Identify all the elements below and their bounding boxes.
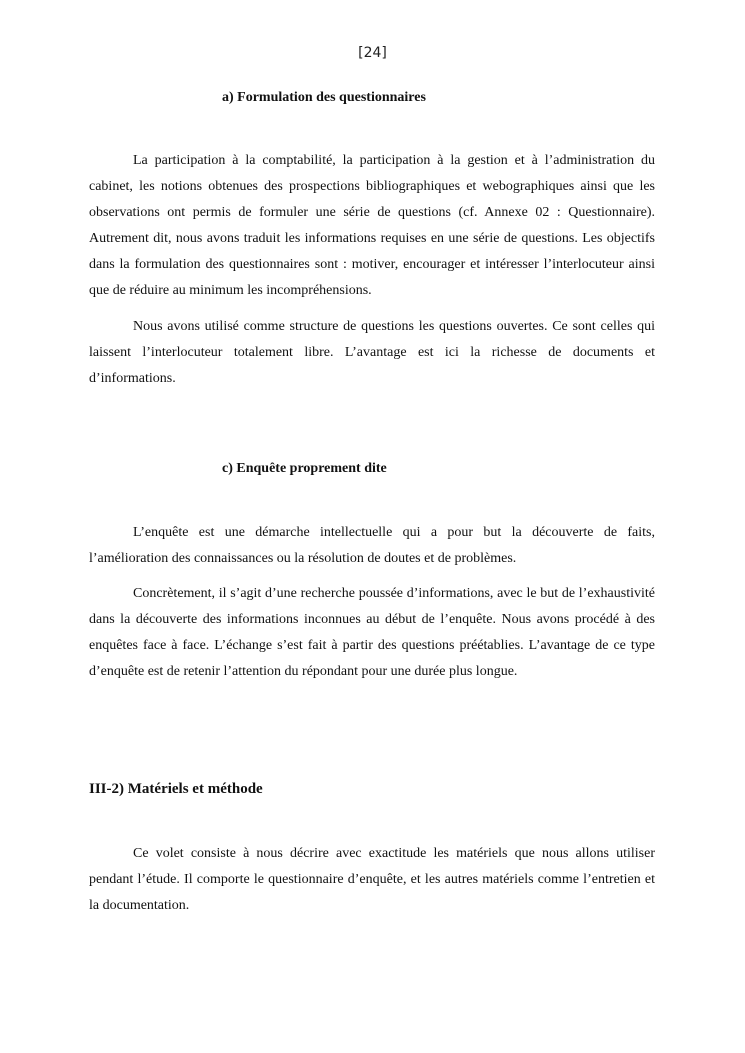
- heading-materiels-et-methode: III-2) Matériels et méthode: [89, 781, 263, 797]
- paragraph-enquete-1: L’enquête est une démarche intellectuelle qui a pour but la découverte de faits, l’amélioration des connaissances ou la résolution de doutes et de problèmes.: [89, 525, 655, 566]
- heading-formulation-questionnaires: a) Formulation des questionnaires: [222, 90, 426, 105]
- paragraph-formulation-2: Nous avons utilisé comme structure de questions les questions ouvertes. Ce sont celles qui laissent l’interlocuteur totalement libre. L’avantage est ici la richesse de documents et d’informations.: [89, 319, 655, 386]
- paragraph-enquete-2: Concrètement, il s’agit d’une recherche poussée d’informations, avec le but de l’exhaustivité dans la découverte des informations inconnues au début de l’enquête. Nous avons procédé à des enquêtes face à face. L’échange s’est fait à partir des questions préétablies. L’avantage de ce type d’enquête est de retenir l’attention du répondant pour une durée plus longue.: [89, 586, 655, 679]
- heading-enquete-proprement-dite: c) Enquête proprement dite: [222, 461, 387, 476]
- page-number: [24]: [358, 45, 387, 61]
- paragraph-materiels-1: Ce volet consiste à nous décrire avec exactitude les matériels que nous allons utiliser pendant l’étude. Il comporte le questionnaire d’enquête, et les autres matériels comme l’entretien et la documentation.: [89, 846, 655, 913]
- paragraph-formulation-1: La participation à la comptabilité, la participation à la gestion et à l’administration du cabinet, les notions obtenues des prospections bibliographiques et webographiques ainsi que les observations ont permis de formuler une série de questions (cf. Annexe 02 : Questionnaire). Autrement dit, nous avons traduit les informations requises en une série de questions. Les objectifs dans la formulation des questionnaires sont : motiver, encourager et intéresser l’interlocuteur ainsi que de réduire au minimum les incompréhensions.: [89, 153, 655, 298]
